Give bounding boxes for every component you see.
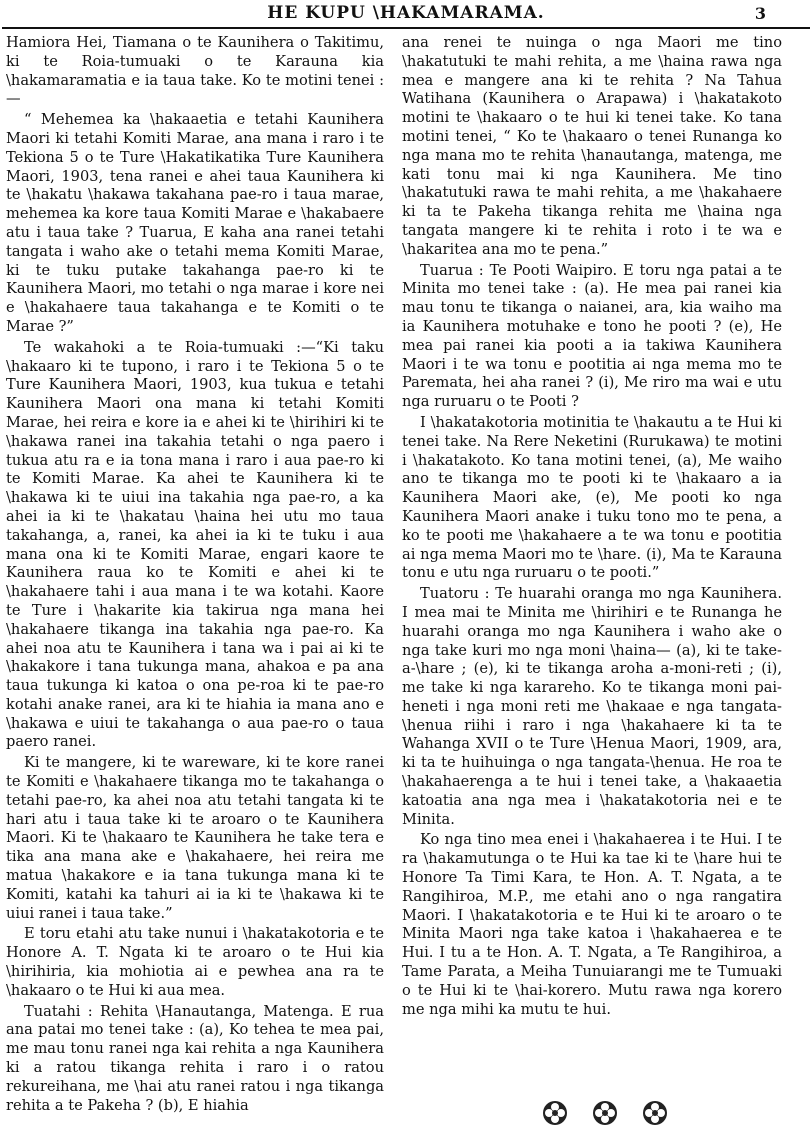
header-rule — [2, 27, 810, 29]
page-number: 3 — [754, 4, 766, 23]
paragraph: Tuatahi : Rehita \Hanautanga, Matenga. E rua ana patai mo tenei take : (a), Ko tehea te mea pai, me mau tonu ranei nga kai rehita a nga Kaunihera ki a ratou tikanga rehita i raro i o ratou rekureihana, me \hai atu ranei ratou i nga tikanga rehita a te Pakeha ? (b), E hiahia — [6, 1002, 384, 1114]
right-column — [402, 34, 782, 1019]
flower-ornament-icon — [540, 1098, 570, 1128]
paragraph: “ Mehemea ka \hakaaetia e tetahi Kaunihera Maori ki tetahi Komiti Marae, ana mana i raro i te Tekiona 5 o te Ture \Hakatikatika Ture Kaunihera Maori, 1903, tena ranei e ahei taua Kaunihera ki te \hakatu \hakawa takahana pae-ro i taua marae, mehemea ka kore taua Komiti Marae e \hakabaere atu i taua take ? Tuarua, E kaha ana ranei tetahi tangata i waho ake o tetahi mema Komiti Marae, ki te tuku putake takahanga pae-ro ki te Kaunihera Maori, mo tetahi o nga marae i kore nei e \hakahaere taua takahanga e te Komiti o te Marae ?” — [6, 111, 384, 335]
paragraph: Te wakahoki a te Roia-tumuaki :—“Ki taku \hakaaro ki te tupono, i raro i te Tekiona 5 o te Ture Kaunihera Maori, 1903, kua tukua e tetahi Kaunihera Maori ona mana ki tetahi Komiti Marae, hei reira e kore ia e ahei ki te \hirihiri ki te \hakawa ranei ina takahia tetahi o nga paero i tukua atu ra e ia tona mana i raro i aua pae-ro ki te Komiti Marae. Ka ahei te Kaunihera ki te \hakawa ki te uiui ina takahia nga pae-ro, a ka ahei ia ki te \hakatau \haina hei utu mo taua takahanga, a, ranei, ka ahei ia ki te tuku i aua mana ona ki te Komiti Marae, engari kaore te Kaunihera raua ko te Komiti e ahei ki te \hakahaere tahi i aua mana i te wa kotahi. Kaore te Ture i \hakarite kia takirua nga mana hei \hakahaere tikanga ina takahia nga pae-ro. Ka ahei noa atu te Kaunihera i tana wa i pai ai ki te \hakakore i tana tukunga mana, ahakoa e pa ana taua tukunga ki katoa o ona pe-roa ki te pae-ro kotahi anake ranei, ara ki te hiahia ia mana ano e \hakawa e uiui te takahanga o aua pae-ro o taua paero ranei. — [6, 338, 384, 751]
paragraph: Ko nga tino mea enei i \hakahaerea i te Hui. I te ra \hakamutunga o te Hui ka tae ki te \hare hui te Honore Ta Timi Kara, te Hon. A. T. Ngata, a te Rangihiroa, M.P., me etahi ano o nga rangatira Maori. I \hakatakotoria e te Hui ki te aroaro o te Minita Maori nga take katoa i \hakahaerea e te Hui. I tu a te Hon. A. T. Ngata, a Te Rangihiroa, a Tame Parata, a Meiha Tunuiarangi me te Tumuaki o te Hui ki te \hai-korero. Mutu rawa nga korero me nga mihi ka mutu te hui. — [402, 831, 782, 1018]
paragraph: Ki te mangere, ki te wareware, ki te kore ranei te Komiti e \hakahaere tikanga mo te takahanga o tetahi pae-ro, ka ahei noa atu tetahi tangata ki te hari atu i taua take ki te aroaro o te Kaunihera Maori. Ki te \hakaaro te Kaunihera he take tera e tika ana mana ake e \hakahaere, hei reira me matua \hakakore e ia tana tukunga mana ki te Komiti, katahi ka tahuri ai ia ki te \hakawa ki te uiui ranei i taua take.” — [6, 754, 384, 922]
flower-ornament-icon — [640, 1098, 670, 1128]
paragraph: Tuatoru : Te huarahi oranga mo nga Kaunihera. I mea mai te Minita me \hirihiri e te Runanga he huarahi oranga mo nga Kaunihera i waho ake o nga take kuri mo nga moni \haina— (a), ki te take-a-\hare ; (e), ki te tikanga aroha a-moni-reti ; (i), me take ki nga karareho. Ko te tikanga moni pai-heneti i nga moni reti me \hakaae e nga tangata-\henua riihi i raro i nga \hakahaere ki ta te Wahanga XVII o te Ture \Henua Maori, 1909, ara, ki ta te huihuinga o nga tangata-\henua. He roa te \hakahaerenga a te hui i tenei take, a \hakaaetia katoatia ana nga mea i \hakatakotoria nei e te Minita. — [402, 585, 782, 828]
ornament-row — [540, 1098, 730, 1128]
paragraph: E toru etahi atu take nunui i \hakatakotoria e te Honore A. T. Ngata ki te aroaro o te Hui kia \hirihiria, kia mohiotia ai e pewhea ana ra te \hakaaro o te Hui ki aua mea. — [6, 925, 384, 999]
left-column — [6, 34, 384, 1115]
paragraph: I \hakatakotoria motinitia te \hakautu a te Hui ki tenei take. Na Rere Neketini (Rurukawa) te motini i \hakatakoto. Ko tana motini tenei, (a), Me waiho ano te tikanga mo te pooti ki te \hakaaro a ia Kaunihera Maori ake, (e), Me pooti ko nga Kaunihera Maori anake i tuku tono mo te pena, a ko te pooti me \hakahaere a te wa tonu e pootitia ai nga mema Maori mo te \hare. (i), Ma te Karauna tonu e utu nga ruruaru o te pooti.” — [402, 413, 782, 582]
page-header — [0, 0, 812, 30]
paragraph: Tuarua : Te Pooti Waipiro. E toru nga patai a te Minita mo tenei take : (a). He mea pai ranei kia mau tonu te tikanga o naianei, ara, kia waiho ma ia Kaunihera motuhake e tono he pooti ? (e), He mea pai ranei kia pooti a ia takiwa Kaunihera Maori i te wa tonu e pootitia ai nga mema mo te Paremata, hei aha ranei ? (i), Me riro ma wai e utu nga ruruaru o te Pooti ? — [402, 261, 782, 411]
paragraph: Hamiora Hei, Tiamana o te Kaunihera o Takitimu, ki te Roia-tumuaki o te Karauna kia \hakamaramatia e ia taua take. Ko te motini tenei :— — [6, 34, 384, 108]
page-title: HE KUPU \HAKAMARAMA. — [267, 3, 545, 23]
paragraph: ana renei te nuinga o nga Maori me tino \hakatutuki te mahi rehita, a me \haina rawa nga mea e mangere ana ki te rehita ? Na Tahua Watihana (Kaunihera o Arapawa) i \hakatakoto motini te \hakaaro o te hui ki tenei take. Ko tana motini tenei, “ Ko te \hakaaro o tenei Runanga ko nga mana mo te rehita \hanautanga, matenga, me kati tonu mai ki nga Kaunihera. Me tino \hakatutuki rawa te mahi rehita, a me \hakahaere ki ta te Pakeha tikanga rehita me \haina nga tangata mangere ki te rehita i roto i te wa e \hakaritea ana mo te pena.” — [402, 34, 782, 258]
flower-ornament-icon — [590, 1098, 620, 1128]
